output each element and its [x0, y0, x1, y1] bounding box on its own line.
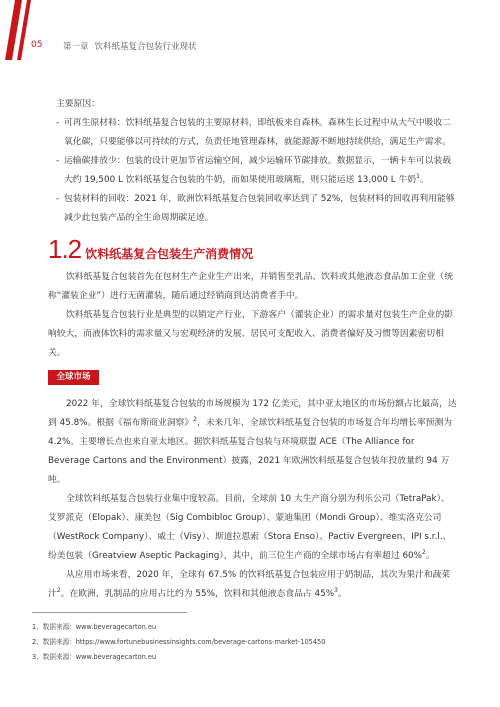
decorative-stripes: [0, 0, 60, 60]
footnote-ref: 2: [422, 549, 426, 557]
footnote-item: 2、数据来源：https://www.fortunebusinessinsights.com/beverage-cartons-market-105450: [32, 638, 326, 646]
reason-text: 运输碳排放少：包装的设计更加节省运输空间，减少运输环节碳排放。数据显示，一辆卡车可以装载大约 19,500 L 饮料纸基复合包装的牛奶，而如果使用玻璃瓶，则只能运送 13,000 L 牛奶: [64, 156, 452, 185]
bullet: -: [56, 156, 60, 166]
market-paragraph: 全球饮料纸基复合包装行业集中度较高。目前，全球前 10 大生产商分别为利乐公司（TetraPak）、艾罗派克（Elopak）、康美包（Sig Combibloc Group）、蒙迪集团（Mondi Group）、维实洛克公司（WestRock Company）、威士（Visy）、斯道拉恩索（Stora Enso）、Pactiv Evergreen、IPI s.r.l.、纷美包装（Greatview Aseptic Packaging），其中，前三位生产商的全球市场占有率超过 60%$^2$。: [48, 494, 452, 561]
footnote-ref: 2: [193, 416, 197, 424]
section-title: 饮料纸基复合包装生产消费情况: [85, 247, 254, 261]
reason-item: [56, 114, 456, 152]
bullet: -: [56, 118, 60, 128]
footnote-ref: 3: [334, 587, 338, 595]
page-header: [0, 0, 500, 60]
reason-text: 可再生原材料：饮料纸基复合包装的主要原材料，即纸板来自森林。森林生长过程中从大气中吸收二氧化碳，只要能够以可持续的方式，负责任地管理森林，就能源源不断地持续供给，满足生产需求。: [64, 118, 452, 147]
main-reasons-title: 主要原因：: [56, 99, 100, 109]
intro-block: [48, 268, 458, 363]
reason-item: [56, 190, 456, 228]
footnote-divider: [32, 612, 187, 613]
section-number: 1.2: [48, 234, 82, 264]
chapter-heading: [63, 40, 203, 52]
main-reasons-block: [56, 95, 456, 228]
footnote-ref: 1: [416, 173, 420, 181]
intro-paragraph: 饮料纸基复合包装首先在包材生产企业生产出来，并销售至乳品、饮料或其他液态食品加工企业（统称“灌装企业”）进行无菌灌装，随后通过经销商到达消费者手中。: [48, 272, 454, 301]
market-paragraph: 2022 年，全球饮料纸基复合包装的市场规模为 172 亿美元，其中亚太地区的市场份额占比最高，达到 45.8%。根据《福布斯商业洞察》$^2$，未来几年，全球饮料纸基复合包装的市场复合年均增长率预测为 4.2%。主要增长点也来自亚太地区。据饮料纸基复合包装与环境联盟 ACE（The Alliance for Beverage Cartons and the Environment）披露，2021 年欧洲饮料纸基复合包装年投放量约 94 万吨。: [48, 399, 457, 485]
reason-text-wrap: 运输碳排放少：包装的设计更加节省运输空间，减少运输环节碳排放。数据显示，一辆卡车可以装载大约 19,500 L 饮料纸基复合包装的牛奶，而如果使用玻璃瓶，则只能运送 13,000 L 牛奶$^1$。: [64, 156, 452, 185]
footnote-ref: 2: [56, 587, 61, 595]
section-heading: [48, 234, 253, 264]
global-market-block: [48, 395, 458, 604]
market-paragraph: 从应用市场来看，2020 年，全球有 67.5% 的饮料纸基复合包装应用于奶制品，其次为果汁和蔬菜汁$^2$。在欧洲，乳制品的应用占比约为 55%，饮料和其他液态食品占 45%$^3$。: [48, 570, 451, 599]
reason-text: 包装材料的回收：2021 年，欧洲饮料纸基复合包装回收率达到了 52%，包装材料的回收再利用能够减少此包装产品的全生命周期碳足迹。: [64, 194, 455, 223]
bullet: -: [56, 194, 60, 204]
global-market-tag: 全球市场: [48, 370, 99, 385]
chapter-title: 饮料纸基复合包装行业现状: [94, 42, 197, 52]
reason-item: [56, 152, 456, 190]
footnotes: [32, 620, 472, 665]
footnote-item: 1、数据来源：www.beveragecarton.eu: [32, 623, 157, 631]
footnote-item: 3、数据来源：www.beveragecarton.eu: [32, 653, 157, 661]
intro-paragraph: 饮料纸基复合包装行业是典型的以销定产行业，下游客户（灌装企业）的需求量对包装生产企业的影响较大，而液体饮料的需求量又与宏观经济的发展、居民可支配收入、消费者偏好及习惯等因素密切相关。: [48, 310, 454, 358]
page-number: 05: [31, 40, 43, 50]
chapter-label: 第一章: [63, 42, 89, 52]
